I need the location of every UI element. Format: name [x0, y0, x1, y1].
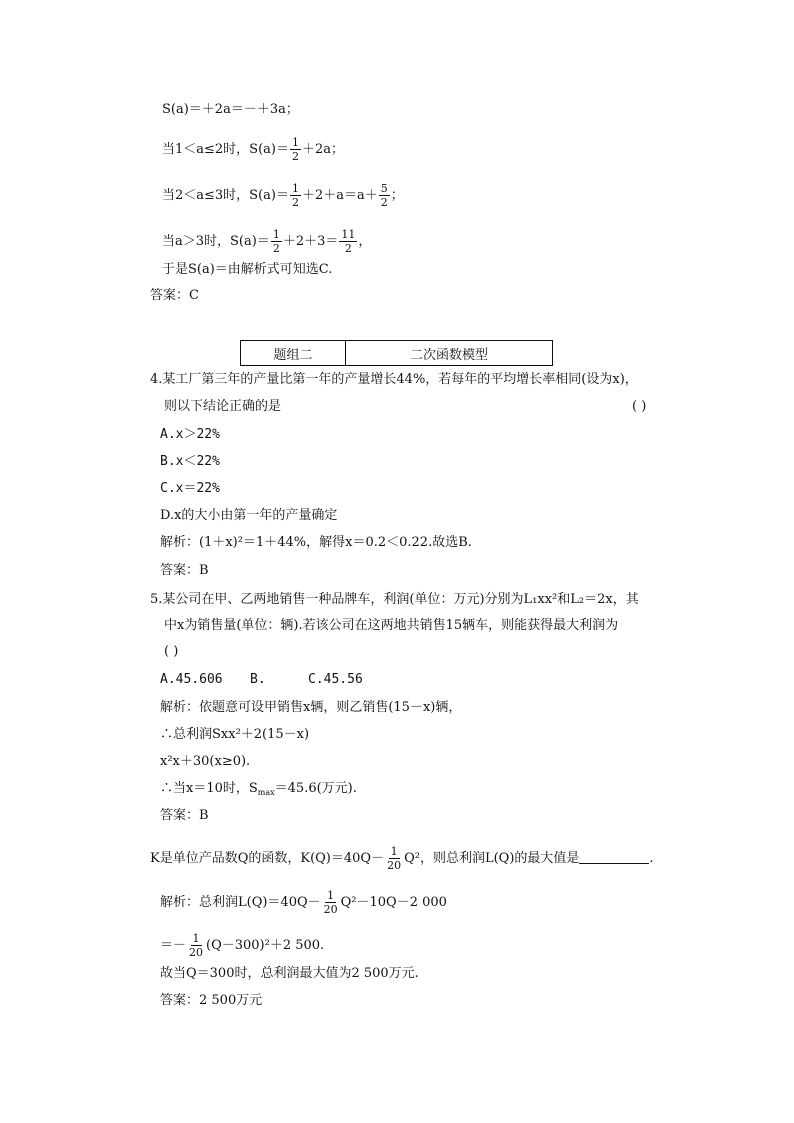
q5-stem-line-2: 中x为销售量(单位：辆).若该公司在这两地共销售15辆车，则能获得最大利润为: [164, 618, 619, 633]
q6-stem-mid: Q²，则总利润L(Q)的最大值是: [404, 851, 580, 866]
fraction-numerator: 1: [272, 228, 280, 241]
answer-line: 答案：C: [150, 288, 199, 303]
q5-analysis-4: [160, 781, 357, 801]
q6-analysis-1: [160, 889, 447, 916]
q4-option-a: A.x＞22%: [160, 427, 220, 442]
q6-stem: [150, 845, 654, 872]
solution-line-case-2: [162, 182, 404, 209]
fraction-numerator: 1: [327, 889, 335, 902]
fraction-numerator: 1: [390, 845, 398, 858]
fraction-numerator: 1: [292, 182, 299, 195]
fraction: [385, 845, 403, 872]
solution-line-case-1: [162, 136, 344, 163]
q4-answer-paren: ( ): [632, 399, 647, 414]
solution-line-case-3: [162, 228, 371, 255]
case-3-prefix: 当a＞3时，S(a)＝: [162, 234, 270, 249]
group-title: 二次函数模型: [409, 347, 488, 363]
fraction: [290, 182, 301, 209]
q6-analysis-2-prefix: ＝－: [160, 938, 187, 953]
q4-option-d: D.x的大小由第一年的产量确定: [160, 508, 338, 523]
case-1-suffix: ＋2a；: [302, 142, 345, 157]
q4-option-b: B.x＜22%: [160, 454, 220, 469]
answer-blank[interactable]: [579, 851, 649, 864]
q5-analysis-4-subscript: max: [257, 788, 275, 797]
q6-answer: 答案：2 500万元: [160, 993, 263, 1008]
fraction-numerator: 1: [192, 932, 200, 945]
fraction: [290, 136, 301, 163]
q6-stem-prefix: K是单位产品数Q的函数，K(Q)＝40Q－: [150, 851, 385, 866]
case-2-prefix: 当2＜a≤3时，S(a)＝: [162, 188, 289, 203]
fraction: [271, 228, 282, 255]
fraction-numerator: 1: [292, 136, 299, 149]
q5-analysis-2: ∴总利润Sxx²＋2(15－x): [160, 727, 310, 742]
case-2-mid: ＋2＋a＝a＋: [302, 188, 378, 203]
fraction-denominator: 2: [292, 150, 299, 163]
fraction-denominator: 2: [380, 196, 388, 209]
q4-stem-line-2: 则以下结论正确的是: [164, 399, 282, 414]
q6-analysis-2-suffix: (Q－300)²＋2 500.: [206, 938, 325, 953]
q6-analysis-2: [160, 932, 324, 959]
fraction-denominator: 2: [292, 196, 299, 209]
q5-stem-line-1: 5.某公司在甲、乙两地销售一种品牌车，利润(单位：万元)分别为L₁xx²和L₂＝2x，其: [150, 592, 639, 607]
q4-option-c: C.x＝22%: [160, 481, 220, 496]
q4-answer: 答案：B: [160, 563, 209, 578]
q6-analysis-1-prefix: 解析：总利润L(Q)＝40Q－: [160, 895, 321, 910]
group-header-table: [240, 340, 553, 366]
q5-analysis-3: x²x＋30(x≥0).: [160, 754, 251, 769]
fraction-numerator: 5: [380, 182, 388, 195]
q4-stem-line-1: 4.某工厂第三年的产量比第一年的产量增长44%，若每年的平均增长率相同(设为x)，: [150, 372, 638, 387]
q5-option-b: B.: [250, 672, 266, 687]
fraction-denominator: 20: [387, 859, 402, 872]
q5-option-a: A.45.606: [160, 672, 223, 687]
fraction: [322, 889, 340, 916]
fraction-denominator: 2: [344, 242, 352, 255]
fraction-numerator: 11: [341, 228, 356, 241]
fraction-denominator: 20: [189, 946, 204, 959]
q6-stem-end: .: [649, 851, 654, 866]
q5-analysis-4-prefix: ∴当x＝10时，S: [160, 781, 258, 796]
case-1-prefix: 当1＜a≤2时，S(a)＝: [162, 142, 289, 157]
solution-conclusion: 于是S(a)＝由解析式可知选C.: [162, 262, 333, 277]
case-3-mid: ＋2＋3＝: [282, 234, 339, 249]
fraction-denominator: 20: [323, 903, 338, 916]
solution-line-s-a: S(a)＝＋2a＝－＋3a；: [162, 102, 299, 117]
group-label: 题组二: [241, 341, 346, 365]
q6-analysis-1-suffix: Q²－10Q－2 000: [340, 895, 447, 910]
q4-analysis: 解析：(1＋x)²＝1＋44%，解得x＝0.2＜0.22.故选B.: [160, 535, 472, 550]
fraction: [379, 182, 390, 209]
q5-analysis-4-suffix: ＝45.6(万元).: [274, 781, 357, 796]
case-2-suffix: ；: [390, 188, 404, 203]
fraction: [187, 932, 205, 959]
q6-analysis-3: 故当Q＝300时，总利润最大值为2 500万元.: [160, 966, 419, 981]
q5-option-c: C.45.56: [308, 672, 363, 687]
q5-answer: 答案：B: [160, 808, 209, 823]
fraction-denominator: 2: [272, 242, 280, 255]
q5-answer-paren: ( ): [164, 644, 179, 659]
case-3-suffix: ，: [358, 234, 372, 249]
fraction: [339, 228, 357, 255]
q5-analysis-1: 解析：依题意可设甲销售x辆，则乙销售(15－x)辆，: [160, 700, 462, 715]
